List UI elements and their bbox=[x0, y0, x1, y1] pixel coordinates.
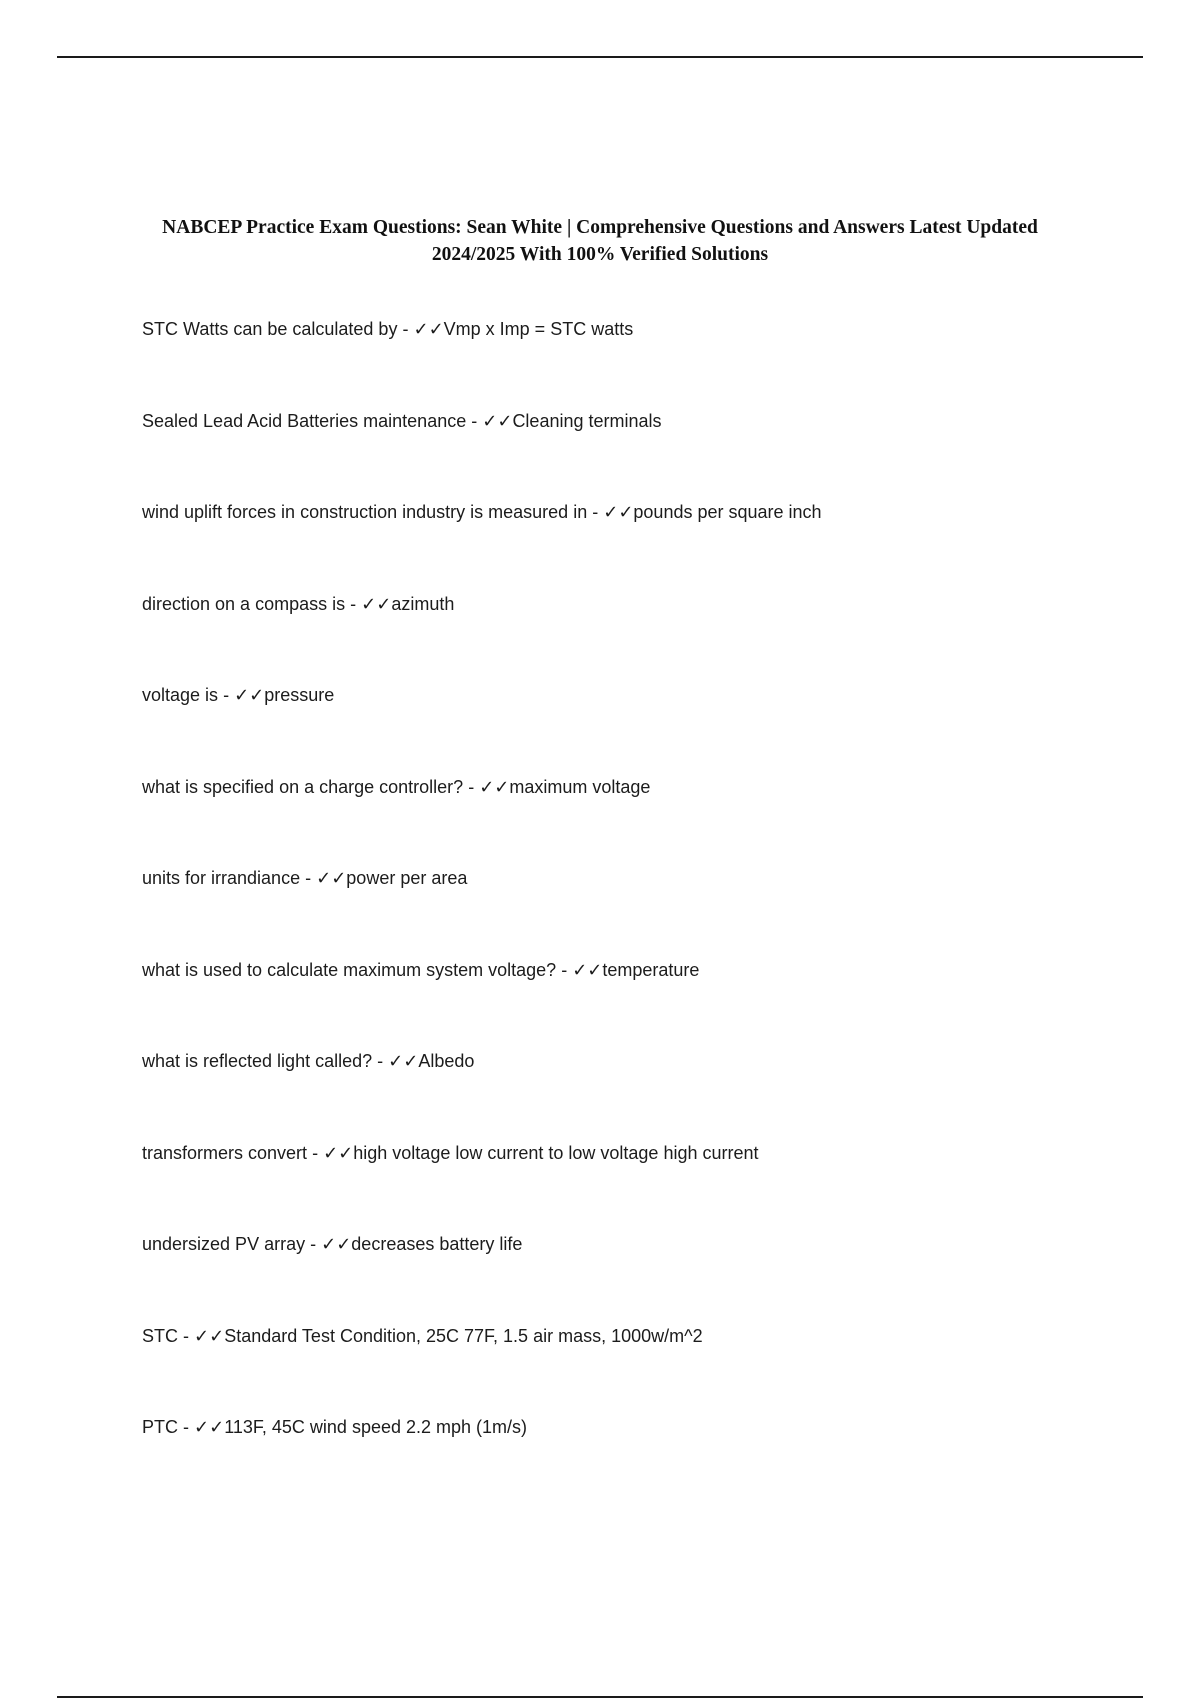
qa-item bbox=[142, 318, 1142, 410]
separator: - bbox=[592, 502, 599, 522]
qa-list bbox=[142, 318, 1142, 1508]
bottom-divider bbox=[57, 1696, 1143, 1698]
separator: - bbox=[183, 1417, 190, 1437]
double-check-icon: ✓✓ bbox=[316, 868, 347, 888]
double-check-icon: ✓✓ bbox=[413, 319, 444, 339]
question-text: Sealed Lead Acid Batteries maintenance bbox=[142, 410, 467, 431]
qa-item bbox=[142, 1142, 1142, 1234]
question-text: what is reflected light called? bbox=[142, 1051, 373, 1071]
double-check-icon: ✓✓ bbox=[361, 593, 392, 614]
double-check-icon: ✓✓ bbox=[603, 502, 634, 522]
answer-text: temperature bbox=[602, 959, 700, 980]
qa-item bbox=[142, 959, 1142, 1051]
answer-text: pressure bbox=[264, 685, 335, 705]
question-text: transformers convert bbox=[142, 1142, 308, 1163]
question-text: undersized PV array bbox=[142, 1234, 306, 1254]
answer-text: power per area bbox=[346, 868, 468, 888]
separator: - bbox=[377, 1051, 384, 1071]
question-text: what is specified on a charge controller? bbox=[142, 776, 464, 797]
answer-text: Vmp x Imp = STC watts bbox=[443, 319, 634, 339]
answer-text: Standard Test Condition, 25C 77F, 1.5 air mass, 1000w/m^2 bbox=[224, 1325, 703, 1346]
separator: - bbox=[402, 319, 409, 339]
separator: - bbox=[223, 685, 230, 705]
question-text: what is used to calculate maximum system voltage? bbox=[142, 959, 557, 980]
question-text: wind uplift forces in construction industry is measured in bbox=[142, 502, 588, 522]
double-check-icon: ✓✓ bbox=[479, 776, 510, 797]
double-check-icon: ✓✓ bbox=[194, 1417, 225, 1437]
separator: - bbox=[312, 1142, 319, 1163]
separator: - bbox=[305, 868, 312, 888]
qa-item bbox=[142, 1325, 1142, 1417]
separator: - bbox=[183, 1325, 190, 1346]
separator: - bbox=[561, 959, 568, 980]
double-check-icon: ✓✓ bbox=[323, 1142, 354, 1163]
answer-text: 113F, 45C wind speed 2.2 mph (1m/s) bbox=[224, 1417, 528, 1437]
question-text: PTC bbox=[142, 1417, 178, 1437]
question-text: units for irrandiance bbox=[142, 868, 301, 888]
qa-item bbox=[142, 1233, 1142, 1325]
answer-text: azimuth bbox=[391, 593, 455, 614]
double-check-icon: ✓✓ bbox=[482, 410, 513, 431]
qa-item bbox=[142, 1416, 1142, 1508]
double-check-icon: ✓✓ bbox=[234, 685, 265, 705]
top-divider bbox=[57, 56, 1143, 58]
qa-item bbox=[142, 501, 1142, 593]
question-text: STC Watts can be calculated by bbox=[142, 319, 398, 339]
double-check-icon: ✓✓ bbox=[194, 1325, 225, 1346]
qa-item bbox=[142, 867, 1142, 959]
document-title: NABCEP Practice Exam Questions: Sean White | Comprehensive Questions and Answers Latest Updated 2024/2025 With 100% Verified Solutions bbox=[162, 217, 1038, 265]
qa-item bbox=[142, 776, 1142, 868]
answer-text: maximum voltage bbox=[509, 776, 651, 797]
qa-item bbox=[142, 684, 1142, 776]
separator: - bbox=[310, 1234, 317, 1254]
answer-text: pounds per square inch bbox=[633, 502, 822, 522]
separator: - bbox=[471, 410, 478, 431]
question-text: voltage is bbox=[142, 685, 219, 705]
answer-text: decreases battery life bbox=[351, 1234, 523, 1254]
answer-text: Cleaning terminals bbox=[512, 410, 662, 431]
double-check-icon: ✓✓ bbox=[321, 1234, 352, 1254]
double-check-icon: ✓✓ bbox=[572, 959, 603, 980]
question-text: STC bbox=[142, 1325, 178, 1346]
qa-item bbox=[142, 1050, 1142, 1142]
separator: - bbox=[350, 593, 357, 614]
answer-text: Albedo bbox=[418, 1051, 475, 1071]
double-check-icon: ✓✓ bbox=[388, 1051, 419, 1071]
separator: - bbox=[468, 776, 475, 797]
qa-item bbox=[142, 410, 1142, 502]
qa-item bbox=[142, 593, 1142, 685]
answer-text: high voltage low current to low voltage high current bbox=[353, 1142, 759, 1163]
question-text: direction on a compass is bbox=[142, 593, 346, 614]
